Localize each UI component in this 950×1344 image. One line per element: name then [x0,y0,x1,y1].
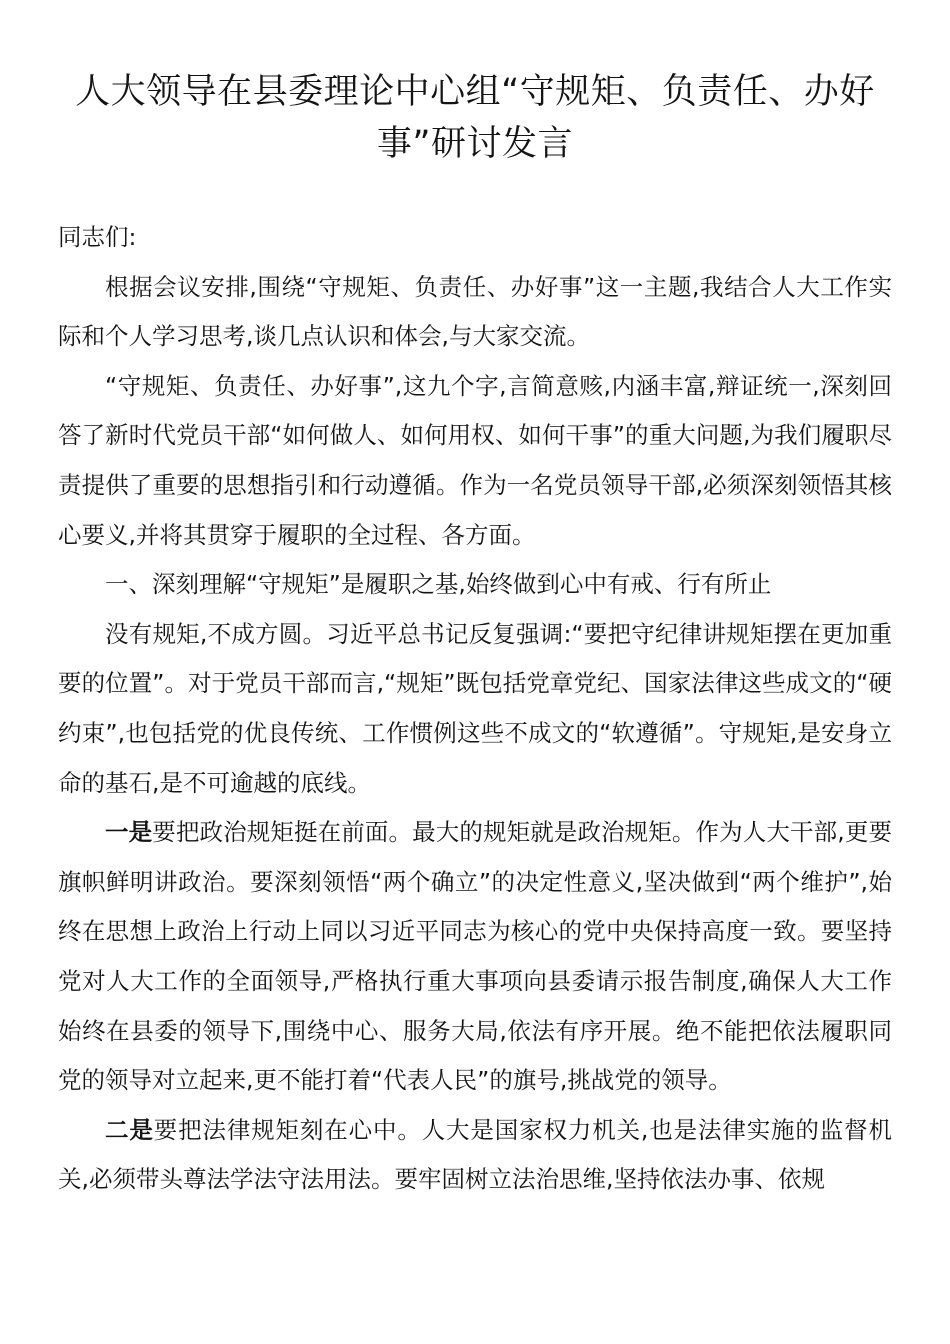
paragraph-intro: 根据会议安排,围绕“守规矩、负责任、办好事”这一主题,我结合人大工作实际和个人学习思考,谈几点认识和体会,与大家交流。 [58,272,892,351]
section-one-heading: 一、深刻理解“守规矩”是履职之基,始终做到心中有戒、行有所止 [105,570,772,599]
point-two-lead: 二是 [105,1115,154,1144]
point-two-text: 要把法律规矩刻在心中。人大是国家权力机关,也是法律实施的监督机关,必须带头尊法学法守法用法。要牢固树立法治思维,坚持依法办事、依规 [58,1115,892,1194]
section-one-intro: 没有规矩,不成方圆。习近平总书记反复强调:“要把守纪律讲规矩摆在更加重要的位置”。对于党员干部而言,“规矩”既包括党章党纪、国家法律这些成文的“硬约束”,也包括党的优良传统、工作惯例这些不成文的“软遵循”。守规矩,是安身立命的基石,是不可逾越的底线。 [58,619,892,797]
paragraph-overview: “守规矩、负责任、办好事”,这九个字,言简意赅,内涵丰富,辩证统一,深刻回答了新时代党员干部“如何做人、如何用权、如何干事”的重大问题,为我们履职尽责提供了重要的思想指引和行动遵循。作为一名党员领导干部,必须深刻领悟其核心要义,并将其贯穿于履职的全过程、各方面。 [58,371,892,549]
point-one-lead: 一是 [105,818,153,847]
point-one-text: 要把政治规矩挺在前面。最大的规矩就是政治规矩。作为人大干部,更要旗帜鲜明讲政治。要深刻领悟“两个确立”的决定性意义,坚决做到“两个维护”,始终在思想上政治上行动上同以习近平同志为核心的党中央保持高度一致。要坚持党对人大工作的全面领导,严格执行重大事项向县委请示报告制度,确保人大工作始终在县委的领导下,围绕中心、服务大局,依法有序开展。绝不能把依法履职同党的领导对立起来,更不能打着“代表人民”的旗号,挑战党的领导。 [58,818,892,1095]
document-title: 人大领导在县委理论中心组“守规矩、负责任、办好事”研讨发言 [75,72,875,164]
document-body [58,213,892,1205]
point-one-paragraph [58,808,892,1106]
point-two-paragraph [58,1106,892,1205]
salutation: 同志们: [58,223,137,251]
